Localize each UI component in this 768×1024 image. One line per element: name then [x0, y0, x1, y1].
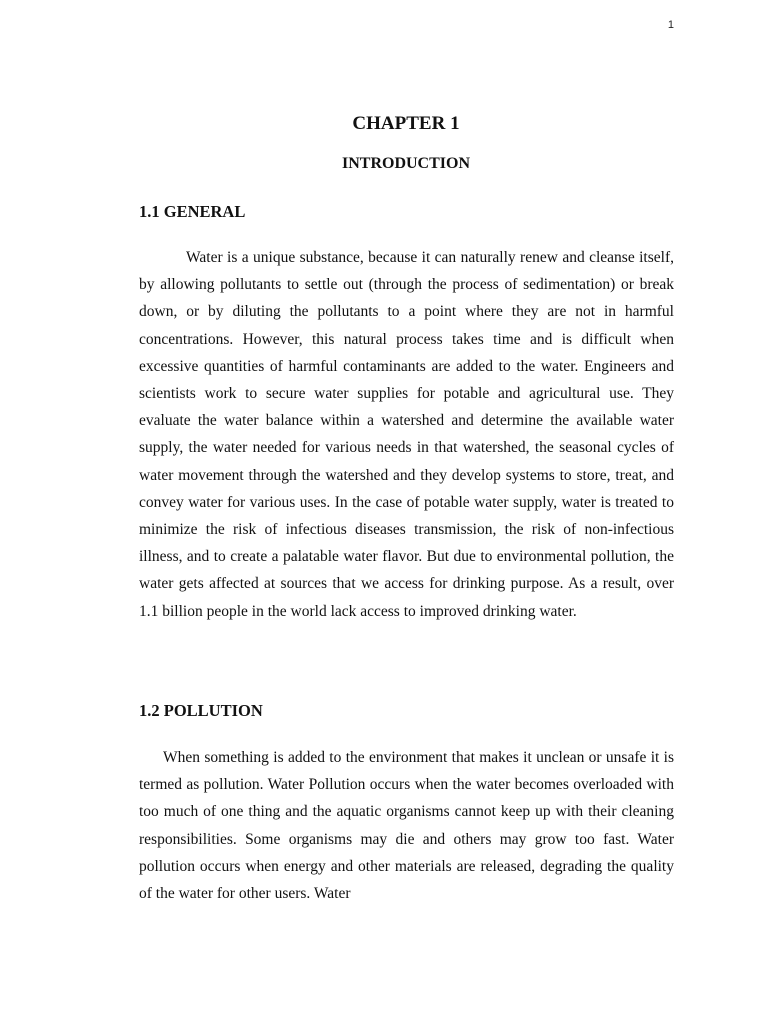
section-paragraph-general: Water is a unique substance, because it can naturally renew and cleanse itself, by allowing pollutants to settle out (through the process of sedimentation) or break down, or by diluting the pollutants to a point where they are not in harmful concentrations. However, this natural process takes time and is difficult when excessive quantities of harmful contaminants are added to the water. Engineers and scientists work to secure water supplies for potable and agricultural use. They evaluate the water balance within a watershed and determine the available water supply, the water needed for various needs in that watershed, the seasonal cycles of water movement through the watershed and they develop systems to store, treat, and convey water for various uses. In the case of potable water supply, water is treated to minimize the risk of infectious diseases transmission, the risk of non-infectious illness, and to create a palatable water flavor. But due to environmental pollution, the water gets affected at sources that we access for drinking purpose. As a result, over 1.1 billion people in the world lack access to improved drinking water. — [139, 249, 674, 620]
section-heading-pollution: 1.2 POLLUTION — [139, 701, 263, 720]
chapter-title: CHAPTER 1 — [352, 113, 460, 134]
page-number: 1 — [667, 19, 674, 31]
section-paragraph-pollution: When something is added to the environment that makes it unclean or unsafe it is termed as pollution. Water Pollution occurs when the water becomes overloaded with too much of one thing and the aquatic organisms cannot keep up with their cleaning responsibilities. Some organisms may die and others may grow too fast. Water pollution occurs when energy and other materials are released, degrading the quality of the water for other users. Water — [139, 749, 674, 903]
chapter-subtitle: INTRODUCTION — [341, 155, 470, 172]
section-heading-general: 1.1 GENERAL — [139, 202, 246, 221]
